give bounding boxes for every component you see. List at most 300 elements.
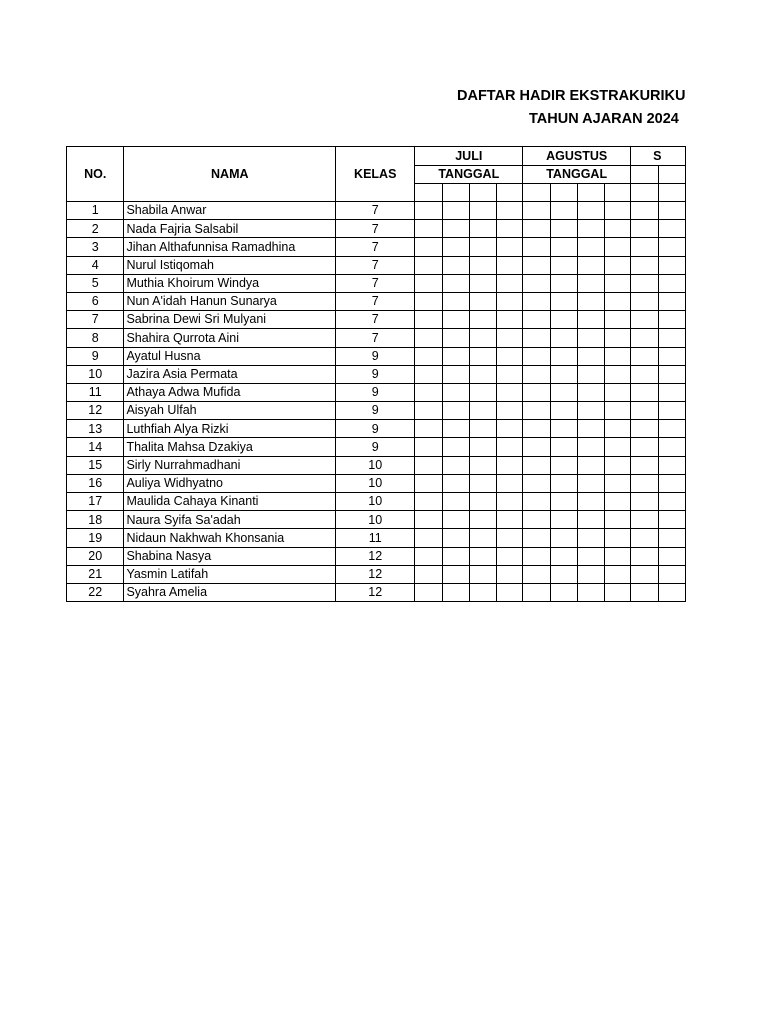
attendance-cell[interactable] bbox=[496, 238, 523, 256]
attendance-cell[interactable] bbox=[523, 347, 550, 365]
attendance-cell[interactable] bbox=[578, 383, 605, 401]
attendance-cell[interactable] bbox=[631, 583, 658, 601]
attendance-cell[interactable] bbox=[604, 402, 631, 420]
attendance-cell[interactable] bbox=[631, 329, 658, 347]
attendance-cell[interactable] bbox=[631, 365, 658, 383]
attendance-cell[interactable] bbox=[415, 438, 442, 456]
attendance-cell[interactable] bbox=[658, 347, 686, 365]
table-row bbox=[67, 456, 686, 474]
attendance-cell[interactable] bbox=[470, 456, 496, 474]
row-number: 20 bbox=[67, 547, 124, 565]
attendance-cell[interactable] bbox=[470, 274, 496, 292]
table-row bbox=[67, 220, 686, 238]
attendance-cell[interactable] bbox=[550, 547, 577, 565]
attendance-cell[interactable] bbox=[604, 238, 631, 256]
attendance-cell[interactable] bbox=[496, 474, 523, 492]
student-class: 9 bbox=[336, 383, 415, 401]
attendance-cell[interactable] bbox=[415, 220, 442, 238]
attendance-cell[interactable] bbox=[470, 292, 496, 310]
attendance-cell[interactable] bbox=[523, 456, 550, 474]
attendance-cell[interactable] bbox=[442, 365, 469, 383]
date-cell[interactable] bbox=[523, 184, 550, 202]
table-row bbox=[67, 529, 686, 547]
student-name: Auliya Widhyatno bbox=[124, 474, 336, 492]
row-number: 8 bbox=[67, 329, 124, 347]
attendance-cell[interactable] bbox=[604, 365, 631, 383]
attendance-cell[interactable] bbox=[631, 493, 658, 511]
row-number: 19 bbox=[67, 529, 124, 547]
attendance-cell[interactable] bbox=[658, 474, 686, 492]
attendance-cell[interactable] bbox=[415, 292, 442, 310]
attendance-cell[interactable] bbox=[578, 402, 605, 420]
table-row bbox=[67, 238, 686, 256]
attendance-cell[interactable] bbox=[496, 511, 523, 529]
attendance-cell[interactable] bbox=[658, 583, 686, 601]
student-class: 7 bbox=[336, 274, 415, 292]
attendance-cell[interactable] bbox=[496, 583, 523, 601]
attendance-cell[interactable] bbox=[658, 420, 686, 438]
attendance-cell[interactable] bbox=[578, 565, 605, 583]
attendance-cell[interactable] bbox=[523, 583, 550, 601]
attendance-cell[interactable] bbox=[496, 256, 523, 274]
attendance-cell[interactable] bbox=[578, 583, 605, 601]
student-class: 11 bbox=[336, 529, 415, 547]
student-class: 7 bbox=[336, 238, 415, 256]
attendance-cell[interactable] bbox=[496, 420, 523, 438]
table-row bbox=[67, 493, 686, 511]
attendance-cell[interactable] bbox=[631, 529, 658, 547]
attendance-cell[interactable] bbox=[658, 565, 686, 583]
attendance-cell[interactable] bbox=[470, 511, 496, 529]
attendance-cell[interactable] bbox=[631, 438, 658, 456]
table-row bbox=[67, 565, 686, 583]
attendance-cell[interactable] bbox=[496, 220, 523, 238]
attendance-cell[interactable] bbox=[578, 511, 605, 529]
attendance-cell[interactable] bbox=[496, 274, 523, 292]
attendance-cell[interactable] bbox=[496, 347, 523, 365]
attendance-cell[interactable] bbox=[523, 565, 550, 583]
attendance-cell[interactable] bbox=[470, 402, 496, 420]
student-class: 10 bbox=[336, 456, 415, 474]
attendance-cell[interactable] bbox=[658, 493, 686, 511]
attendance-cell[interactable] bbox=[523, 274, 550, 292]
attendance-cell[interactable] bbox=[658, 238, 686, 256]
table-row bbox=[67, 547, 686, 565]
attendance-cell[interactable] bbox=[604, 202, 631, 220]
attendance-cell[interactable] bbox=[523, 202, 550, 220]
attendance-cell[interactable] bbox=[442, 220, 469, 238]
attendance-cell[interactable] bbox=[658, 220, 686, 238]
attendance-cell[interactable] bbox=[550, 456, 577, 474]
student-name: Yasmin Latifah bbox=[124, 565, 336, 583]
attendance-cell[interactable] bbox=[604, 329, 631, 347]
attendance-cell[interactable] bbox=[415, 329, 442, 347]
row-number: 13 bbox=[67, 420, 124, 438]
attendance-cell[interactable] bbox=[442, 274, 469, 292]
attendance-cell[interactable] bbox=[578, 347, 605, 365]
attendance-cell[interactable] bbox=[415, 274, 442, 292]
attendance-cell[interactable] bbox=[523, 474, 550, 492]
attendance-cell[interactable] bbox=[470, 529, 496, 547]
attendance-cell[interactable] bbox=[470, 202, 496, 220]
attendance-cell[interactable] bbox=[470, 220, 496, 238]
attendance-cell[interactable] bbox=[415, 474, 442, 492]
attendance-cell[interactable] bbox=[631, 383, 658, 401]
attendance-cell[interactable] bbox=[470, 474, 496, 492]
attendance-cell[interactable] bbox=[470, 565, 496, 583]
attendance-cell[interactable] bbox=[496, 292, 523, 310]
attendance-cell[interactable] bbox=[442, 347, 469, 365]
attendance-cell[interactable] bbox=[550, 238, 577, 256]
attendance-cell[interactable] bbox=[578, 238, 605, 256]
student-class: 7 bbox=[336, 220, 415, 238]
student-class: 7 bbox=[336, 202, 415, 220]
date-cell[interactable] bbox=[578, 184, 605, 202]
student-name: Syahra Amelia bbox=[124, 583, 336, 601]
attendance-cell[interactable] bbox=[496, 329, 523, 347]
attendance-cell[interactable] bbox=[470, 365, 496, 383]
attendance-cell[interactable] bbox=[550, 329, 577, 347]
attendance-cell[interactable] bbox=[523, 220, 550, 238]
attendance-cell[interactable] bbox=[578, 274, 605, 292]
row-number: 22 bbox=[67, 583, 124, 601]
student-class: 9 bbox=[336, 438, 415, 456]
attendance-cell[interactable] bbox=[470, 238, 496, 256]
attendance-cell[interactable] bbox=[604, 347, 631, 365]
attendance-cell[interactable] bbox=[523, 511, 550, 529]
attendance-cell[interactable] bbox=[415, 565, 442, 583]
table-row bbox=[67, 402, 686, 420]
attendance-cell[interactable] bbox=[658, 511, 686, 529]
date-cell[interactable] bbox=[604, 184, 631, 202]
attendance-cell[interactable] bbox=[496, 202, 523, 220]
attendance-cell[interactable] bbox=[578, 311, 605, 329]
attendance-cell[interactable] bbox=[523, 383, 550, 401]
attendance-cell[interactable] bbox=[415, 583, 442, 601]
student-class: 7 bbox=[336, 256, 415, 274]
attendance-cell[interactable] bbox=[442, 547, 469, 565]
attendance-cell[interactable] bbox=[470, 256, 496, 274]
attendance-cell[interactable] bbox=[442, 529, 469, 547]
attendance-cell[interactable] bbox=[442, 511, 469, 529]
attendance-cell[interactable] bbox=[604, 292, 631, 310]
attendance-cell[interactable] bbox=[442, 256, 469, 274]
tanggal-header-juli: TANGGAL bbox=[415, 166, 523, 184]
month-header-juli: JULI bbox=[415, 147, 523, 166]
attendance-cell[interactable] bbox=[496, 365, 523, 383]
attendance-cell[interactable] bbox=[496, 547, 523, 565]
table-row bbox=[67, 365, 686, 383]
attendance-cell[interactable] bbox=[415, 402, 442, 420]
attendance-cell[interactable] bbox=[415, 511, 442, 529]
attendance-cell[interactable] bbox=[550, 274, 577, 292]
attendance-cell[interactable] bbox=[496, 529, 523, 547]
attendance-cell[interactable] bbox=[631, 347, 658, 365]
row-number: 2 bbox=[67, 220, 124, 238]
attendance-cell[interactable] bbox=[496, 493, 523, 511]
table-row bbox=[67, 292, 686, 310]
attendance-cell[interactable] bbox=[550, 438, 577, 456]
attendance-cell[interactable] bbox=[578, 547, 605, 565]
student-class: 12 bbox=[336, 583, 415, 601]
attendance-cell[interactable] bbox=[470, 583, 496, 601]
student-name: Sirly Nurrahmadhani bbox=[124, 456, 336, 474]
student-class: 7 bbox=[336, 292, 415, 310]
attendance-cell[interactable] bbox=[550, 347, 577, 365]
attendance-cell[interactable] bbox=[578, 256, 605, 274]
attendance-cell[interactable] bbox=[550, 529, 577, 547]
date-cell[interactable] bbox=[415, 184, 442, 202]
attendance-cell[interactable] bbox=[578, 220, 605, 238]
student-name: Naura Syifa Sa'adah bbox=[124, 511, 336, 529]
attendance-cell[interactable] bbox=[578, 438, 605, 456]
attendance-cell[interactable] bbox=[658, 311, 686, 329]
attendance-cell[interactable] bbox=[442, 493, 469, 511]
attendance-cell[interactable] bbox=[658, 529, 686, 547]
attendance-cell[interactable] bbox=[550, 565, 577, 583]
attendance-cell[interactable] bbox=[442, 565, 469, 583]
attendance-cell[interactable] bbox=[415, 547, 442, 565]
attendance-cell[interactable] bbox=[523, 238, 550, 256]
attendance-cell[interactable] bbox=[578, 202, 605, 220]
attendance-cell[interactable] bbox=[604, 438, 631, 456]
attendance-cell[interactable] bbox=[442, 402, 469, 420]
attendance-cell[interactable] bbox=[604, 220, 631, 238]
date-cell[interactable] bbox=[550, 184, 577, 202]
attendance-cell[interactable] bbox=[604, 311, 631, 329]
attendance-cell[interactable] bbox=[442, 202, 469, 220]
attendance-cell[interactable] bbox=[658, 274, 686, 292]
attendance-cell[interactable] bbox=[604, 547, 631, 565]
attendance-cell[interactable] bbox=[631, 402, 658, 420]
attendance-cell[interactable] bbox=[415, 493, 442, 511]
student-name: Aisyah Ulfah bbox=[124, 402, 336, 420]
attendance-cell[interactable] bbox=[496, 311, 523, 329]
attendance-cell[interactable] bbox=[578, 420, 605, 438]
attendance-cell[interactable] bbox=[578, 292, 605, 310]
attendance-cell[interactable] bbox=[604, 256, 631, 274]
row-number: 9 bbox=[67, 347, 124, 365]
attendance-cell[interactable] bbox=[578, 329, 605, 347]
month-header-next: S bbox=[631, 147, 686, 166]
row-number: 1 bbox=[67, 202, 124, 220]
attendance-cell[interactable] bbox=[523, 529, 550, 547]
attendance-cell[interactable] bbox=[470, 311, 496, 329]
attendance-cell[interactable] bbox=[442, 583, 469, 601]
attendance-cell[interactable] bbox=[415, 420, 442, 438]
attendance-cell[interactable] bbox=[604, 274, 631, 292]
attendance-cell[interactable] bbox=[442, 292, 469, 310]
attendance-cell[interactable] bbox=[550, 383, 577, 401]
attendance-cell[interactable] bbox=[550, 292, 577, 310]
attendance-cell[interactable] bbox=[415, 256, 442, 274]
attendance-cell[interactable] bbox=[631, 292, 658, 310]
attendance-cell[interactable] bbox=[442, 456, 469, 474]
attendance-cell[interactable] bbox=[550, 583, 577, 601]
attendance-cell[interactable] bbox=[631, 456, 658, 474]
student-name: Nidaun Nakhwah Khonsania bbox=[124, 529, 336, 547]
attendance-cell[interactable] bbox=[442, 474, 469, 492]
attendance-cell[interactable] bbox=[523, 292, 550, 310]
attendance-cell[interactable] bbox=[631, 474, 658, 492]
attendance-cell[interactable] bbox=[631, 256, 658, 274]
attendance-cell[interactable] bbox=[415, 238, 442, 256]
table-row bbox=[67, 383, 686, 401]
attendance-table bbox=[66, 146, 686, 602]
attendance-cell[interactable] bbox=[470, 420, 496, 438]
date-cell[interactable] bbox=[496, 184, 523, 202]
attendance-cell[interactable] bbox=[470, 438, 496, 456]
date-cell[interactable] bbox=[658, 184, 686, 202]
attendance-cell[interactable] bbox=[604, 529, 631, 547]
attendance-cell[interactable] bbox=[658, 438, 686, 456]
attendance-cell[interactable] bbox=[604, 565, 631, 583]
attendance-cell[interactable] bbox=[550, 365, 577, 383]
kelas-column-header: KELAS bbox=[336, 147, 415, 202]
attendance-cell[interactable] bbox=[631, 202, 658, 220]
attendance-cell[interactable] bbox=[604, 420, 631, 438]
attendance-cell[interactable] bbox=[523, 256, 550, 274]
attendance-cell[interactable] bbox=[550, 202, 577, 220]
student-class: 10 bbox=[336, 474, 415, 492]
attendance-cell[interactable] bbox=[578, 456, 605, 474]
attendance-cell[interactable] bbox=[550, 511, 577, 529]
attendance-cell[interactable] bbox=[631, 220, 658, 238]
attendance-cell[interactable] bbox=[550, 420, 577, 438]
student-class: 10 bbox=[336, 511, 415, 529]
attendance-cell[interactable] bbox=[523, 420, 550, 438]
attendance-cell[interactable] bbox=[523, 438, 550, 456]
attendance-cell[interactable] bbox=[578, 493, 605, 511]
attendance-cell[interactable] bbox=[415, 347, 442, 365]
attendance-cell[interactable] bbox=[550, 311, 577, 329]
student-class: 7 bbox=[336, 329, 415, 347]
attendance-cell[interactable] bbox=[442, 383, 469, 401]
attendance-cell[interactable] bbox=[496, 565, 523, 583]
student-class: 10 bbox=[336, 493, 415, 511]
attendance-cell[interactable] bbox=[496, 402, 523, 420]
attendance-cell[interactable] bbox=[658, 365, 686, 383]
attendance-cell[interactable] bbox=[631, 565, 658, 583]
attendance-cell[interactable] bbox=[604, 474, 631, 492]
attendance-cell[interactable] bbox=[604, 583, 631, 601]
attendance-cell[interactable] bbox=[442, 438, 469, 456]
student-name: Thalita Mahsa Dzakiya bbox=[124, 438, 336, 456]
attendance-cell[interactable] bbox=[550, 256, 577, 274]
attendance-cell[interactable] bbox=[631, 511, 658, 529]
attendance-cell[interactable] bbox=[631, 238, 658, 256]
student-class: 12 bbox=[336, 565, 415, 583]
row-number: 6 bbox=[67, 292, 124, 310]
attendance-cell[interactable] bbox=[415, 311, 442, 329]
attendance-cell[interactable] bbox=[658, 202, 686, 220]
attendance-cell[interactable] bbox=[496, 438, 523, 456]
attendance-cell[interactable] bbox=[442, 329, 469, 347]
attendance-cell[interactable] bbox=[604, 383, 631, 401]
table-row bbox=[67, 329, 686, 347]
student-class: 9 bbox=[336, 347, 415, 365]
attendance-cell[interactable] bbox=[523, 365, 550, 383]
attendance-cell[interactable] bbox=[658, 329, 686, 347]
attendance-cell[interactable] bbox=[550, 220, 577, 238]
attendance-cell[interactable] bbox=[550, 493, 577, 511]
student-name: Maulida Cahaya Kinanti bbox=[124, 493, 336, 511]
attendance-cell[interactable] bbox=[415, 456, 442, 474]
attendance-cell[interactable] bbox=[658, 256, 686, 274]
attendance-cell[interactable] bbox=[578, 529, 605, 547]
table-row bbox=[67, 202, 686, 220]
attendance-cell[interactable] bbox=[604, 493, 631, 511]
attendance-cell[interactable] bbox=[523, 547, 550, 565]
row-number: 21 bbox=[67, 565, 124, 583]
attendance-cell[interactable] bbox=[631, 420, 658, 438]
attendance-cell[interactable] bbox=[658, 383, 686, 401]
attendance-cell[interactable] bbox=[631, 274, 658, 292]
attendance-cell[interactable] bbox=[631, 547, 658, 565]
attendance-cell[interactable] bbox=[550, 474, 577, 492]
row-number: 17 bbox=[67, 493, 124, 511]
attendance-cell[interactable] bbox=[604, 456, 631, 474]
table-row bbox=[67, 274, 686, 292]
attendance-cell[interactable] bbox=[550, 402, 577, 420]
student-class: 9 bbox=[336, 365, 415, 383]
student-name: Nurul Istiqomah bbox=[124, 256, 336, 274]
attendance-cell[interactable] bbox=[658, 402, 686, 420]
nama-column-header: NAMA bbox=[124, 147, 336, 202]
attendance-cell[interactable] bbox=[415, 383, 442, 401]
attendance-cell[interactable] bbox=[578, 365, 605, 383]
attendance-cell[interactable] bbox=[470, 329, 496, 347]
attendance-cell[interactable] bbox=[415, 529, 442, 547]
attendance-cell[interactable] bbox=[658, 292, 686, 310]
attendance-cell[interactable] bbox=[523, 493, 550, 511]
attendance-cell[interactable] bbox=[415, 202, 442, 220]
attendance-cell[interactable] bbox=[631, 311, 658, 329]
attendance-cell[interactable] bbox=[442, 238, 469, 256]
table-row bbox=[67, 256, 686, 274]
attendance-cell[interactable] bbox=[470, 347, 496, 365]
attendance-cell[interactable] bbox=[496, 456, 523, 474]
row-number: 7 bbox=[67, 311, 124, 329]
attendance-cell[interactable] bbox=[658, 547, 686, 565]
document-title: DAFTAR HADIR EKSTRAKURIKU bbox=[457, 88, 686, 104]
student-name: Shabila Anwar bbox=[124, 202, 336, 220]
attendance-cell[interactable] bbox=[658, 456, 686, 474]
attendance-cell[interactable] bbox=[523, 311, 550, 329]
attendance-cell[interactable] bbox=[470, 383, 496, 401]
attendance-cell[interactable] bbox=[442, 311, 469, 329]
attendance-cell[interactable] bbox=[578, 474, 605, 492]
table-row bbox=[67, 347, 686, 365]
student-class: 12 bbox=[336, 547, 415, 565]
date-cell[interactable] bbox=[631, 184, 658, 202]
attendance-cell[interactable] bbox=[523, 329, 550, 347]
attendance-cell[interactable] bbox=[496, 383, 523, 401]
attendance-cell[interactable] bbox=[604, 511, 631, 529]
academic-year-title: TAHUN AJARAN 2024 bbox=[529, 111, 679, 127]
date-cell[interactable] bbox=[442, 184, 469, 202]
table-row bbox=[67, 583, 686, 601]
attendance-cell[interactable] bbox=[470, 547, 496, 565]
student-class: 9 bbox=[336, 420, 415, 438]
attendance-cell[interactable] bbox=[523, 402, 550, 420]
student-name: Ayatul Husna bbox=[124, 347, 336, 365]
attendance-cell[interactable] bbox=[442, 420, 469, 438]
attendance-cell[interactable] bbox=[415, 365, 442, 383]
date-cell[interactable] bbox=[470, 184, 496, 202]
student-name: Jihan Althafunnisa Ramadhina bbox=[124, 238, 336, 256]
attendance-cell[interactable] bbox=[470, 493, 496, 511]
